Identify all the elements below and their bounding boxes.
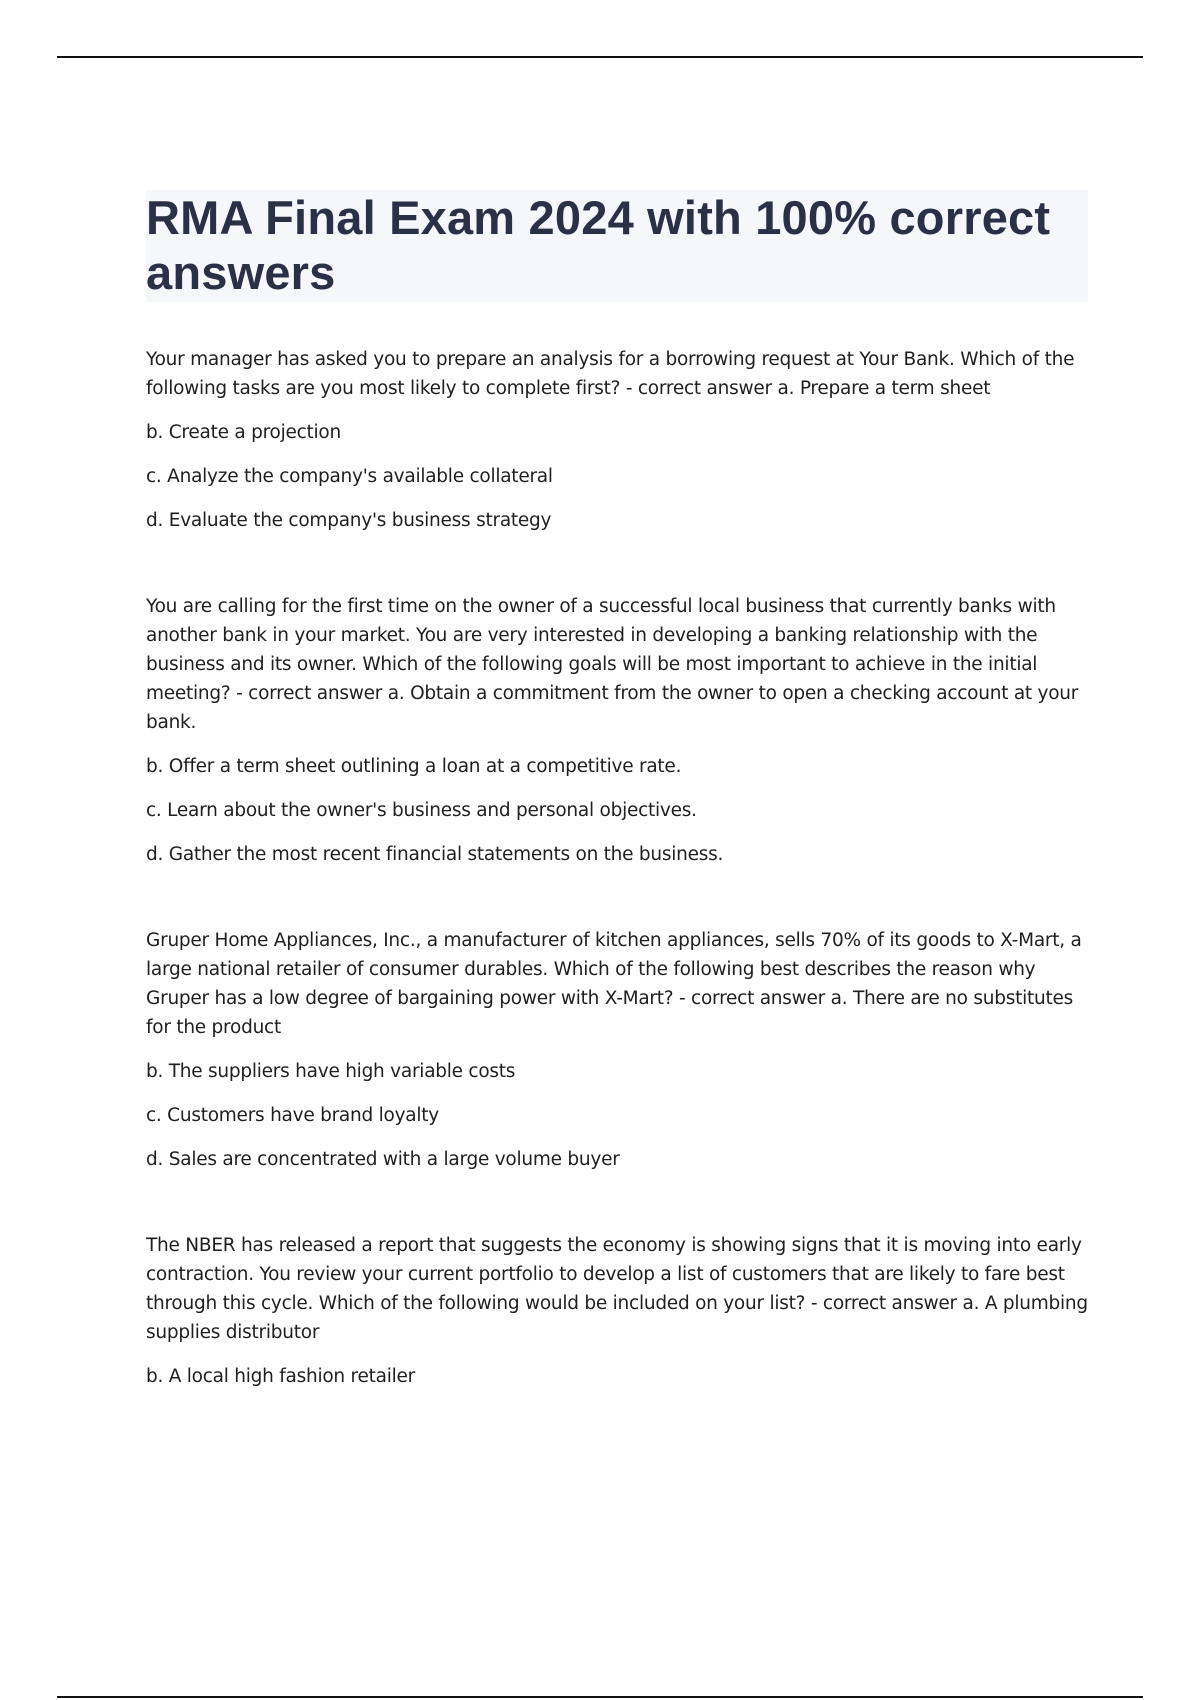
question-text: You are calling for the first time on the owner of a successful local business that currently banks with another bank in your market. You are very interested in developing a banking relationship with the business and its owner. Which of the following goals will be most important to achieve in the initial meeting? - correct answer a. Obtain a commitment from the owner to open a checking account at your bank. bbox=[146, 596, 1079, 733]
question-block-1 bbox=[146, 345, 1096, 535]
question-text: The NBER has released a report that suggests the economy is showing signs that it is moving into early contraction. You review your current portfolio to develop a list of customers that are likely to fare best through this cycle. Which of the following would be included on your list? - correct answer a. A plumbing supplies distributor bbox=[146, 1235, 1088, 1343]
question-block-3 bbox=[146, 926, 1096, 1174]
question-spacer bbox=[146, 1174, 1096, 1231]
question-text: Gruper Home Appliances, Inc., a manufacturer of kitchen appliances, sells 70% of its goods to X-Mart, a large national retailer of consumer durables. Which of the following best describes the reason why Gruper has a low degree of bargaining power with X-Mart? - correct answer a. There are no substitutes for the product bbox=[146, 930, 1082, 1038]
answer-option: c. Analyze the company's available collateral bbox=[146, 466, 553, 487]
question-block-2 bbox=[146, 592, 1096, 869]
answer-option: c. Customers have brand loyalty bbox=[146, 1105, 439, 1126]
answer-option: b. The suppliers have high variable costs bbox=[146, 1061, 516, 1082]
title-banner bbox=[146, 190, 1088, 302]
bottom-rule bbox=[57, 1696, 1143, 1698]
answer-option: b. Create a projection bbox=[146, 422, 341, 443]
question-text: Your manager has asked you to prepare an analysis for a borrowing request at Your Bank. Which of the following tasks are you most likely to complete first? - correct answer a. Prepare a term sheet bbox=[146, 349, 1075, 399]
answer-option: b. A local high fashion retailer bbox=[146, 1366, 415, 1387]
answer-option: d. Sales are concentrated with a large volume buyer bbox=[146, 1149, 620, 1170]
question-block-4 bbox=[146, 1231, 1096, 1391]
document-body bbox=[146, 345, 1096, 1391]
document-title: RMA Final Exam 2024 with 100% correct answers bbox=[146, 191, 1051, 299]
question-spacer bbox=[146, 535, 1096, 592]
top-rule bbox=[57, 56, 1143, 58]
answer-option: d. Gather the most recent financial statements on the business. bbox=[146, 844, 724, 865]
answer-option: d. Evaluate the company's business strategy bbox=[146, 510, 552, 531]
answer-option: c. Learn about the owner's business and personal objectives. bbox=[146, 800, 697, 821]
question-spacer bbox=[146, 869, 1096, 926]
answer-option: b. Offer a term sheet outlining a loan at a competitive rate. bbox=[146, 756, 682, 777]
